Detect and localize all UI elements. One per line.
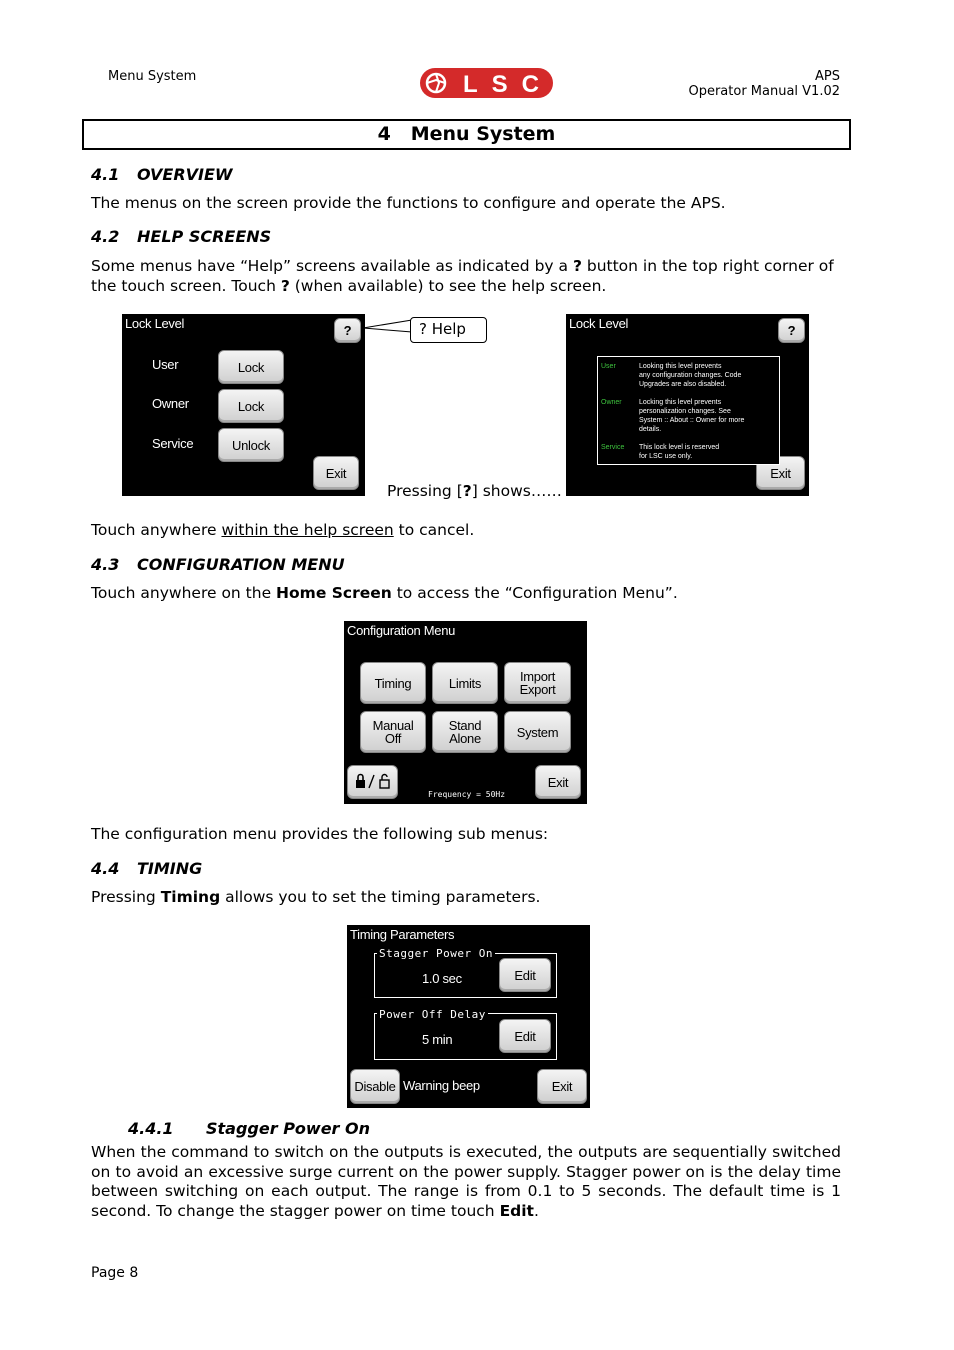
screen-title: Lock Level xyxy=(569,316,629,331)
text-bold: Timing xyxy=(160,888,221,906)
lock-icon xyxy=(354,773,392,792)
help-key-service: Service xyxy=(601,444,625,451)
section-number: 4.4 xyxy=(91,859,120,878)
button-label: System xyxy=(516,724,559,740)
screen-title: Configuration Menu xyxy=(347,623,456,638)
header-right-line1: APS xyxy=(815,69,840,84)
button-label: Manual xyxy=(372,718,414,733)
group-label: Power Off Delay xyxy=(379,1008,486,1021)
text-run: ] shows…… xyxy=(471,482,562,500)
text-run: to access the “Configuration Menu”. xyxy=(391,584,678,602)
callout-line xyxy=(360,318,416,334)
lock-toggle-button[interactable] xyxy=(347,765,398,799)
text-run: Touch anywhere xyxy=(91,521,222,539)
section-number: 4.2 xyxy=(91,227,120,246)
chapter-title: Menu System xyxy=(410,123,556,145)
button-label: Import xyxy=(519,669,556,684)
text-run: Pressing xyxy=(91,888,161,906)
section-number: 4.4.1 xyxy=(128,1119,174,1138)
section-title: Stagger Power On xyxy=(206,1119,370,1138)
text-run: (when available) to see the help screen. xyxy=(289,276,607,295)
help-button[interactable]: ? xyxy=(334,318,361,343)
text-bold: Home Screen xyxy=(276,584,392,602)
stagger-power-on-paragraph xyxy=(91,1143,841,1221)
lock-level-help-screen xyxy=(566,314,809,496)
cancel-paragraph xyxy=(91,521,841,541)
timing-button[interactable] xyxy=(360,662,426,704)
section-number: 4.3 xyxy=(91,555,120,574)
edit-stagger-button[interactable]: Edit xyxy=(499,958,551,992)
lock-level-screen xyxy=(122,314,365,496)
section-heading-4-4-1 xyxy=(128,1119,370,1138)
limits-button[interactable] xyxy=(432,662,498,704)
frequency-readout: Frequency = 50Hz xyxy=(428,790,506,799)
text-bold: ? xyxy=(572,257,582,275)
text-run: Pressing [ xyxy=(387,482,463,500)
button-label: Export xyxy=(519,682,556,697)
screen-title: Timing Parameters xyxy=(350,927,455,942)
section-title: CONFIGURATION MENU xyxy=(137,555,345,574)
screen-title: Lock Level xyxy=(125,316,185,331)
text-run: to cancel. xyxy=(393,521,475,539)
power-off-delay-value: 5 min xyxy=(422,1032,453,1047)
text-run: button in the top right corner of the touch screen. Touch xyxy=(91,257,834,295)
lock-row-label: Service xyxy=(152,436,194,451)
section-title: HELP SCREENS xyxy=(137,227,272,246)
stagger-value: 1.0 sec xyxy=(422,971,462,986)
button-label: Timing xyxy=(374,675,412,691)
text-run: When the command to switch on the outputs is executed, the outputs are sequentially switched on to avoid an excessive surge current on the power supply. Stagger power on is the delay time between switching on each output. The range is from 0.1 to 5 seconds. The default time is 1 second. To change the stagger power on time touch xyxy=(91,1143,841,1220)
section-number: 4.1 xyxy=(91,165,120,184)
overview-paragraph: The menus on the screen provide the functions to configure and operate the APS. xyxy=(91,194,726,212)
help-text-service: This lock level is reserved for LSC use only. xyxy=(639,444,720,460)
disable-button[interactable]: Disable xyxy=(350,1069,400,1104)
exit-button[interactable]: Exit xyxy=(756,456,805,490)
lock-row-label: Owner xyxy=(152,396,189,411)
lock-row-label: User xyxy=(152,357,179,372)
section-heading-4-4 xyxy=(91,859,202,878)
import-export-button[interactable] xyxy=(504,662,571,704)
text-run: Touch anywhere on the xyxy=(91,584,277,602)
chapter-title-box xyxy=(82,119,851,150)
section-title: OVERVIEW xyxy=(137,165,233,184)
button-label: Limits xyxy=(448,675,482,691)
text-bold: Edit xyxy=(499,1201,534,1220)
stand-alone-button[interactable] xyxy=(432,711,498,753)
header-left: Menu System xyxy=(108,69,197,84)
text-run: allows you to set the timing parameters. xyxy=(220,888,541,906)
button-label: Stand xyxy=(448,718,482,733)
config-submenus-paragraph: The configuration menu provides the following sub menus: xyxy=(91,825,549,843)
help-button[interactable]: ? xyxy=(778,318,805,343)
chapter-number: 4 xyxy=(377,123,391,145)
svg-text:LSC: LSC xyxy=(463,71,553,98)
section-heading-4-1 xyxy=(91,165,233,184)
exit-button[interactable]: Exit xyxy=(313,456,359,490)
section-heading-4-3 xyxy=(91,555,345,574)
text-bold: ? xyxy=(462,482,472,500)
unlock-button-service[interactable]: Unlock xyxy=(218,428,284,462)
button-label: Off xyxy=(384,731,402,746)
text-run: Some menus have “Help” screens available as indicated by a xyxy=(91,257,573,275)
help-text-user: Looking this level prevents any configuration changes. Code Upgrades are also disabled. xyxy=(639,363,742,388)
timing-parameters-screen xyxy=(347,925,590,1108)
section-title: TIMING xyxy=(137,859,203,878)
page-number: Page 8 xyxy=(91,1265,139,1281)
pressing-caption xyxy=(387,482,562,500)
manual-off-button[interactable] xyxy=(360,711,426,753)
exit-button[interactable]: Exit xyxy=(535,765,581,799)
help-text-box[interactable] xyxy=(597,356,780,465)
button-label: Alone xyxy=(449,731,481,746)
help-callout: ? Help xyxy=(410,317,487,343)
config-intro-paragraph xyxy=(91,584,841,604)
underlined-text: within the help screen xyxy=(221,521,394,539)
lsc-logo xyxy=(419,66,554,100)
exit-button[interactable]: Exit xyxy=(537,1069,587,1104)
help-text-owner: Locking this level prevents personalization changes. See System :: About :: Owner for more details. xyxy=(639,399,745,433)
text-bold: ? xyxy=(280,276,290,295)
timing-paragraph xyxy=(91,888,841,908)
help-key-owner: Owner xyxy=(601,399,622,406)
section-heading-4-2 xyxy=(91,227,271,246)
header-right-line2: Operator Manual V1.02 xyxy=(688,84,840,99)
text-run: . xyxy=(533,1201,539,1220)
system-button[interactable] xyxy=(504,711,571,753)
warning-beep-label: Warning beep xyxy=(403,1078,480,1093)
help-screens-paragraph xyxy=(91,257,841,296)
configuration-menu-screen xyxy=(344,621,587,804)
lock-button-user[interactable]: Lock xyxy=(218,350,284,384)
edit-power-off-delay-button[interactable]: Edit xyxy=(499,1019,551,1053)
lock-button-owner[interactable]: Lock xyxy=(218,389,284,423)
help-key-user: User xyxy=(601,363,616,370)
group-label: Stagger Power On xyxy=(379,947,493,960)
